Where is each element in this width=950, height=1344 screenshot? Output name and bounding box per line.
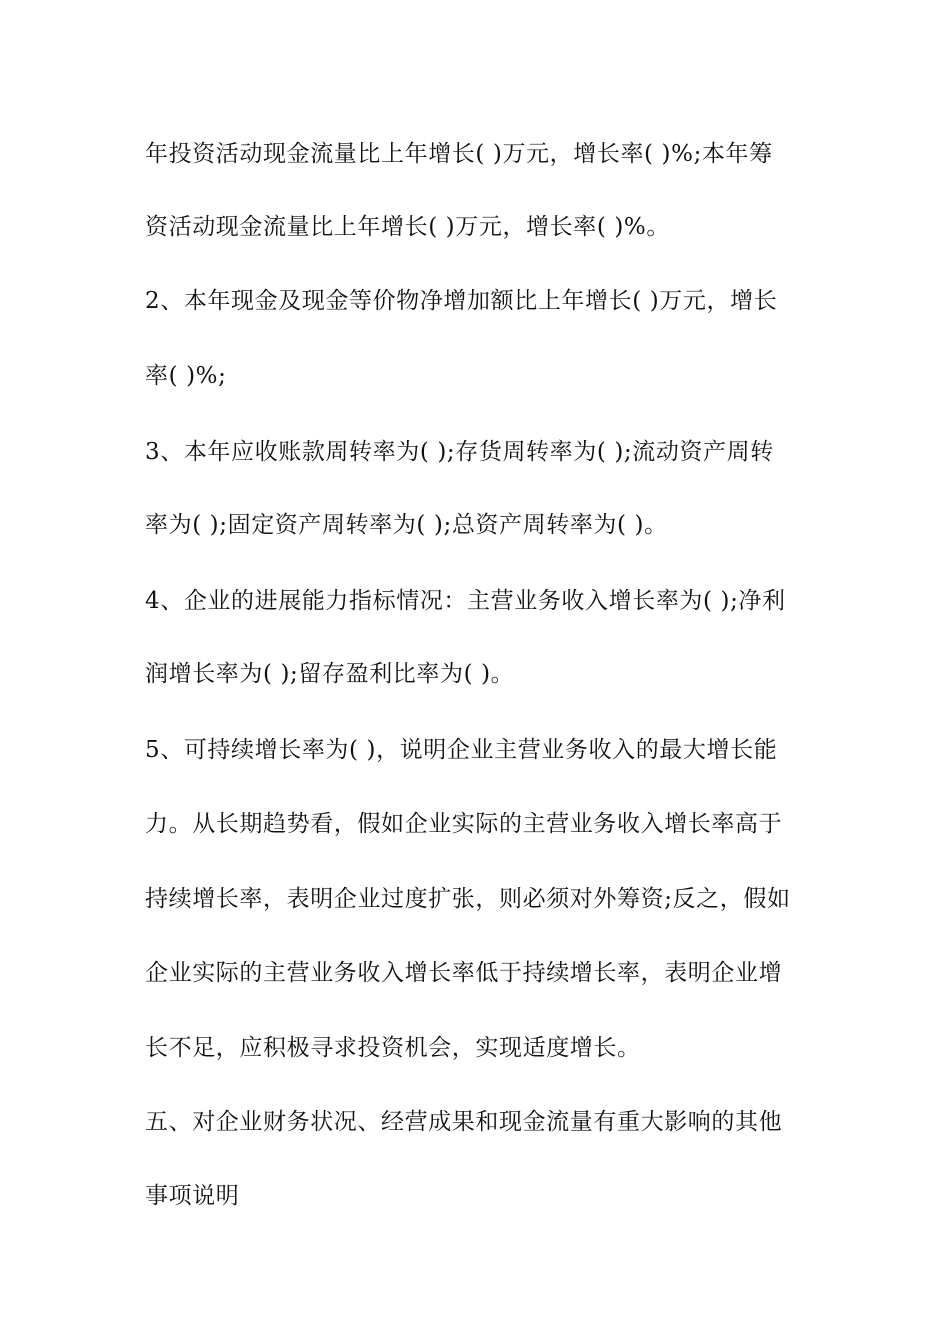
text-line: 资活动现金流量比上年增长( )万元，增长率( )%。 [145, 214, 670, 240]
text-line: 4、企业的进展能力指标情况：主营业务收入增长率为( );净利 [145, 588, 786, 614]
section-heading: 五、对企业财务状况、经营成果和现金流量有重大影响的其他 [145, 1109, 783, 1135]
text-line: 3、本年应收账款周转率为( );存货周转率为( );流动资产周转 [145, 439, 774, 465]
text-line: 润增长率为( );留存盈利比率为( )。 [145, 661, 515, 687]
text-line: 持续增长率，表明企业过度扩张，则必须对外筹资;反之，假如 [145, 886, 791, 912]
text-line: 5、可持续增长率为( )，说明企业主营业务收入的最大增长能 [145, 737, 778, 763]
text-line: 力。从长期趋势看，假如企业实际的主营业务收入增长率高于 [145, 811, 783, 837]
text-line: 率为( );固定资产周转率为( );总资产周转率为( )。 [145, 512, 668, 538]
text-line: 企业实际的主营业务收入增长率低于持续增长率，表明企业增 [145, 960, 783, 986]
text-line: 率( )%; [145, 363, 227, 389]
section-heading: 事项说明 [145, 1183, 240, 1209]
text-line: 长不足，应积极寻求投资机会，实现适度增长。 [145, 1035, 641, 1061]
text-line: 年投资活动现金流量比上年增长( )万元，增长率( )%;本年筹 [145, 141, 773, 167]
text-line: 2、本年现金及现金等价物净增加额比上年增长( )万元，增长 [145, 288, 778, 314]
